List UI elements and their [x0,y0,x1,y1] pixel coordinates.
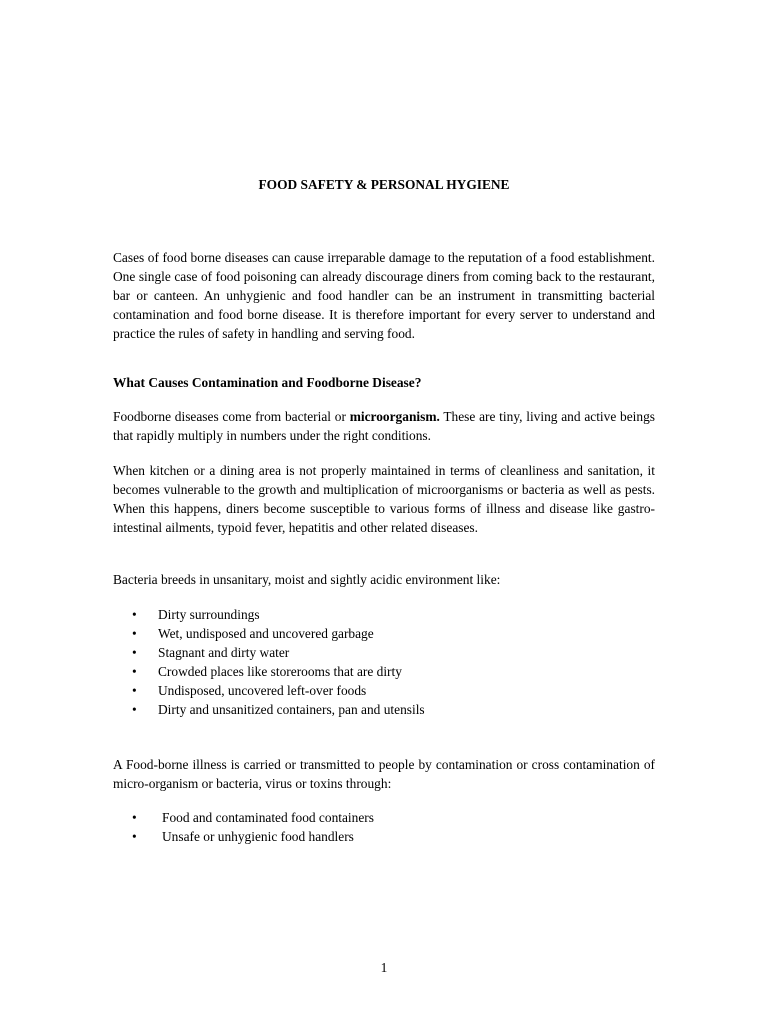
list-item [132,700,652,719]
list-item [132,624,652,643]
bullet-icon: • [132,829,137,844]
list-item-text: Undisposed, uncovered left-over foods [158,683,367,698]
list-item-text: Food and contaminated food containers [162,810,374,825]
paragraph-bacteria-breeds: Bacteria breeds in unsanitary, moist and sightly acidic environment like: [113,572,501,587]
paragraph-microorganism [113,407,655,445]
document-title: FOOD SAFETY & PERSONAL HYGIENE [258,177,510,192]
intro-paragraph: Cases of food borne diseases can cause irreparable damage to the reputation of a food establishment. One single case of food poisoning can already discourage diners from coming back to the restaurant, bar or canteen. An unhygienic and food handler can be an instrument in transmitting bacterial contamination and food borne disease. It is therefore important for every server to understand and practice the rules of safety in handling and serving food. [113,250,655,341]
paragraph-transmission: A Food-borne illness is carried or transmitted to people by contamination or cross contamination of micro-organism or bacteria, virus or toxins through: [113,757,655,791]
list-item [132,643,652,662]
bullet-icon: • [132,702,137,717]
list-item [132,605,652,624]
section-heading: What Causes Contamination and Foodborne Disease? [113,375,422,390]
list-item-text: Unsafe or unhygienic food handlers [162,829,354,844]
list-item [132,808,652,827]
bullet-icon: • [132,683,137,698]
breeding-conditions-list [132,605,652,719]
bold-term: microorganism. [349,409,440,424]
bullet-icon: • [132,810,137,825]
bullet-icon: • [132,664,137,679]
paragraph-text: These are tiny, living and active beings that rapidly multiply in numbers under the right conditions. [113,409,656,443]
list-item-text: Dirty and unsanitized containers, pan and utensils [158,702,425,717]
page-number: 1 [380,960,388,975]
list-item-text: Wet, undisposed and uncovered garbage [158,626,374,641]
transmission-list [132,808,652,846]
bullet-icon: • [132,607,137,622]
list-item-text: Crowded places like storerooms that are dirty [158,664,402,679]
list-item [132,681,652,700]
list-item [132,827,652,846]
list-item-text: Stagnant and dirty water [158,645,290,660]
list-item [132,662,652,681]
paragraph-sanitation: When kitchen or a dining area is not properly maintained in terms of cleanliness and sanitation, it becomes vulnerable to the growth and multiplication of microorganisms or bacteria as well as pests. When this happens, diners become susceptible to various forms of illness and disease like gastro-intestinal ailments, typoid fever, hepatitis and other related diseases. [113,463,655,535]
bullet-icon: • [132,626,137,641]
paragraph-text: Foodborne diseases come from bacterial or [113,409,350,424]
bullet-icon: • [132,645,137,660]
list-item-text: Dirty surroundings [158,607,260,622]
